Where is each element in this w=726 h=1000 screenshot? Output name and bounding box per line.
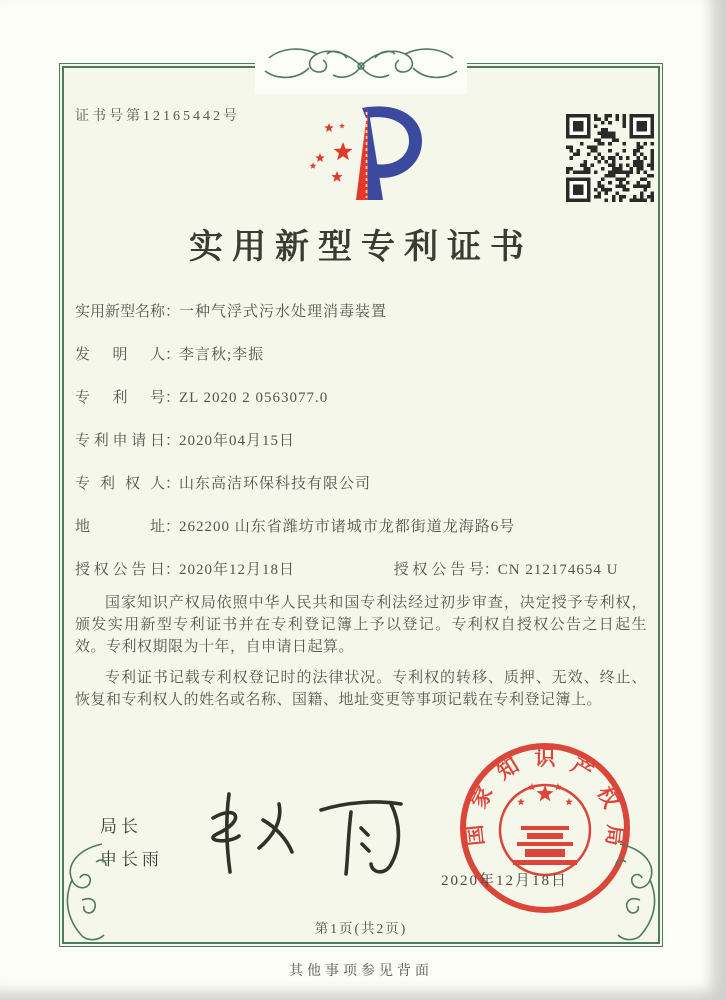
- svg-text:局: 局: [601, 823, 628, 848]
- grant-date-group: [75, 560, 390, 580]
- svg-text:权: 权: [592, 782, 624, 813]
- colon: ：: [165, 433, 181, 449]
- field-value: CN 212174654 U: [497, 562, 619, 578]
- field-row-inventor: [75, 345, 650, 388]
- field-value: 李言秋;李振: [179, 347, 265, 363]
- field-label: 专利权人: [75, 476, 165, 492]
- page-number: 第1页(共2页): [314, 921, 408, 936]
- field-value: 2020年12月18日: [179, 562, 296, 578]
- svg-text:家: 家: [466, 782, 498, 813]
- field-value: ZL 2020 2 0563077.0: [179, 390, 329, 406]
- svg-text:产: 产: [566, 752, 598, 785]
- field-row-patent-no: [75, 388, 650, 431]
- svg-text:识: 识: [534, 746, 556, 770]
- colon: ：: [165, 519, 181, 535]
- field-row-filing-date: [75, 431, 650, 474]
- field-row-name: [75, 302, 650, 345]
- svg-text:国: 国: [462, 823, 489, 848]
- colon: ：: [165, 476, 181, 492]
- field-label: 地址: [75, 519, 165, 535]
- qr-code-icon: [566, 114, 654, 202]
- field-label: 专利申请日: [75, 433, 165, 449]
- colon: ：: [483, 562, 499, 578]
- field-label: 专利号: [75, 390, 165, 406]
- field-label: 实用新型名称: [75, 304, 166, 320]
- top-flourish-ornament: [255, 38, 467, 94]
- director-name: 申长雨: [100, 850, 163, 869]
- director-title: 局长: [100, 817, 142, 836]
- legal-paragraph: 国家知识产权局依照中华人民共和国专利法经过初步审查，决定授予专利权，颁发实用新型专利证书并在专利登记簿上予以登记。专利权自授权公告之日起生效。专利权期限为十年，自申请日起算。: [75, 595, 647, 655]
- colon: ：: [165, 304, 181, 320]
- field-label: 发明人: [75, 347, 165, 363]
- certificate-title: 实用新型专利证书: [189, 229, 533, 266]
- seal-date: 2020年12月18日: [441, 873, 569, 889]
- field-row-patentee: [75, 474, 650, 517]
- colon: ：: [165, 562, 181, 578]
- colon: ：: [165, 347, 181, 363]
- colon: ：: [165, 390, 181, 406]
- grant-no-group: [390, 562, 618, 578]
- svg-text:知: 知: [492, 752, 524, 785]
- field-row-address: [75, 517, 650, 560]
- field-value: 一种气浮式污水处理消毒装置: [179, 304, 388, 320]
- legal-paragraph: 专利证书记载专利权登记时的法律状况。专利权的转移、质押、无效、终止、恢复和专利权人的姓名或名称、国籍、地址变更等事项记载在专利登记簿上。: [75, 670, 647, 708]
- field-value: 2020年04月15日: [179, 433, 296, 449]
- cnipa-logo-icon: [296, 100, 436, 205]
- official-seal-icon: [455, 738, 635, 918]
- back-side-note: 其他事项参见背面: [289, 964, 433, 979]
- handwritten-signature-icon: [195, 778, 425, 883]
- field-label: 授权公告号: [393, 562, 484, 578]
- field-list: [75, 302, 650, 603]
- field-label: 授权公告日: [75, 562, 165, 578]
- legal-text: [75, 592, 647, 720]
- certificate-number: 证书号第12165442号: [75, 109, 240, 124]
- field-value: 山东高洁环保科技有限公司: [179, 476, 372, 492]
- field-value: 262200 山东省潍坊市诸城市龙都街道龙海路6号: [179, 519, 516, 535]
